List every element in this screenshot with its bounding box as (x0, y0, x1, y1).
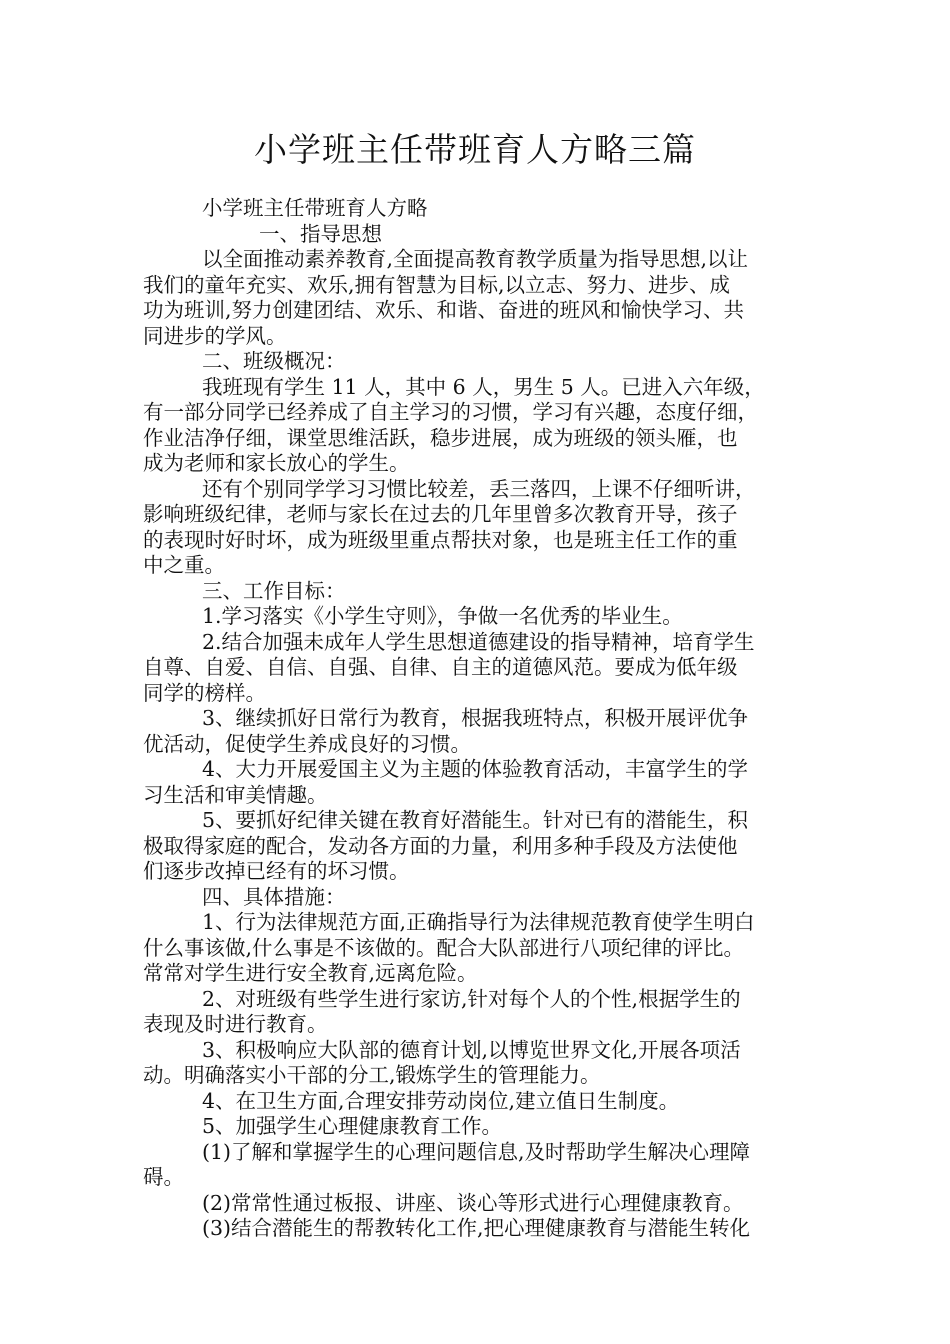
text-line: 4、大力开展爱国主义为主题的体验教育活动，丰富学生的学 (202, 757, 749, 781)
text-line: 有一部分同学已经养成了自主学习的习惯，学习有兴趣，态度仔细， (143, 400, 758, 424)
text-line: 5、加强学生心理健康教育工作。 (202, 1114, 503, 1138)
text-line: 一、指导思想 (259, 221, 382, 246)
text-line: 中之重。 (143, 553, 225, 577)
text-line: 3、积极响应大队部的德育计划,以博览世界文化,开展各项活 (202, 1037, 741, 1062)
document-body (143, 196, 811, 1242)
text-line: 作业洁净仔细，课堂思维活跃，稳步进展，成为班级的领头雁，也 (143, 425, 738, 450)
text-line: 碍。 (143, 1165, 184, 1189)
text-line: 什么事该做,什么事是不该做的。配合大队部进行八项纪律的评比。 (143, 935, 745, 960)
text-line: 5、要抓好纪律关键在教育好潜能生。针对已有的潜能生，积 (202, 808, 749, 832)
text-line: 小学班主任带班育人方略 (202, 196, 428, 220)
text-line: 4、在卫生方面,合理安排劳动岗位,建立值日生制度。 (202, 1088, 680, 1113)
text-line: 自尊、自爱、自信、自强、自律、自主的道德风范。要成为低年级 (143, 655, 738, 679)
text-line: 3、继续抓好日常行为教育，根据我班特点，积极开展评优争 (202, 706, 749, 730)
text-line: 我们的童年充实、欢乐,拥有智慧为目标,以立志、努力、进步、成 (143, 272, 731, 297)
text-line: 以全面推动素养教育,全面提高教育教学质量为指导思想,以让 (202, 247, 749, 271)
text-line: 2.结合加强未成年人学生思想道德建设的指导精神，培育学生 (202, 629, 755, 654)
text-line: 四、具体措施： (202, 884, 346, 909)
text-line: 二、班级概况： (202, 349, 346, 373)
text-line: 2、对班级有些学生进行家访,针对每个人的个性,根据学生的 (202, 986, 741, 1011)
text-line: (3)结合潜能生的帮教转化工作,把心理健康教育与潜能生转化 (202, 1216, 751, 1240)
text-line: (2)常常性通过板报、讲座、谈心等形式进行心理健康教育。 (202, 1190, 744, 1215)
text-line: 极取得家庭的配合，发动各方面的力量，利用多种手段及方法使他 (143, 833, 738, 858)
text-line: 的表现时好时坏，成为班级里重点帮扶对象，也是班主任工作的重 (143, 527, 738, 552)
text-line: 还有个别同学学习习惯比较差，丢三落四，上课不仔细听讲， (202, 476, 756, 501)
text-line: 功为班训,努力创建团结、欢乐、和谐、奋进的班风和愉快学习、共 (143, 298, 745, 322)
text-line: 同学的榜样。 (143, 680, 266, 705)
text-line: 我班现有学生 11 人，其中 6 人，男生 5 人。已进入六年级， (202, 374, 765, 399)
text-line: 优活动，促使学生养成良好的习惯。 (143, 731, 471, 756)
text-line: 成为老师和家长放心的学生。 (143, 451, 410, 475)
text-line: 1、行为法律规范方面,正确指导行为法律规范教育使学生明白 (202, 910, 755, 934)
text-line: 动。明确落实小干部的分工,锻炼学生的管理能力。 (143, 1063, 601, 1087)
text-line: 同进步的学风。 (143, 323, 287, 348)
document-title: 小学班主任带班育人方略三篇 (254, 130, 696, 169)
text-line: 表现及时进行教育。 (143, 1012, 328, 1036)
text-line: 三、工作目标： (202, 578, 346, 603)
text-line: 影响班级纪律，老师与家长在过去的几年里曾多次教育开导，孩子 (143, 502, 738, 526)
text-line: 习生活和审美情趣。 (143, 782, 328, 807)
text-line: 常常对学生进行安全教育,远离危险。 (143, 961, 478, 985)
text-line: (1)了解和掌握学生的心理问题信息,及时帮助学生解决心理障 (202, 1139, 751, 1164)
text-line: 1.学习落实《小学生守则》，争做一名优秀的毕业生。 (202, 604, 683, 628)
text-line: 们逐步改掉已经有的坏习惯。 (143, 859, 410, 883)
